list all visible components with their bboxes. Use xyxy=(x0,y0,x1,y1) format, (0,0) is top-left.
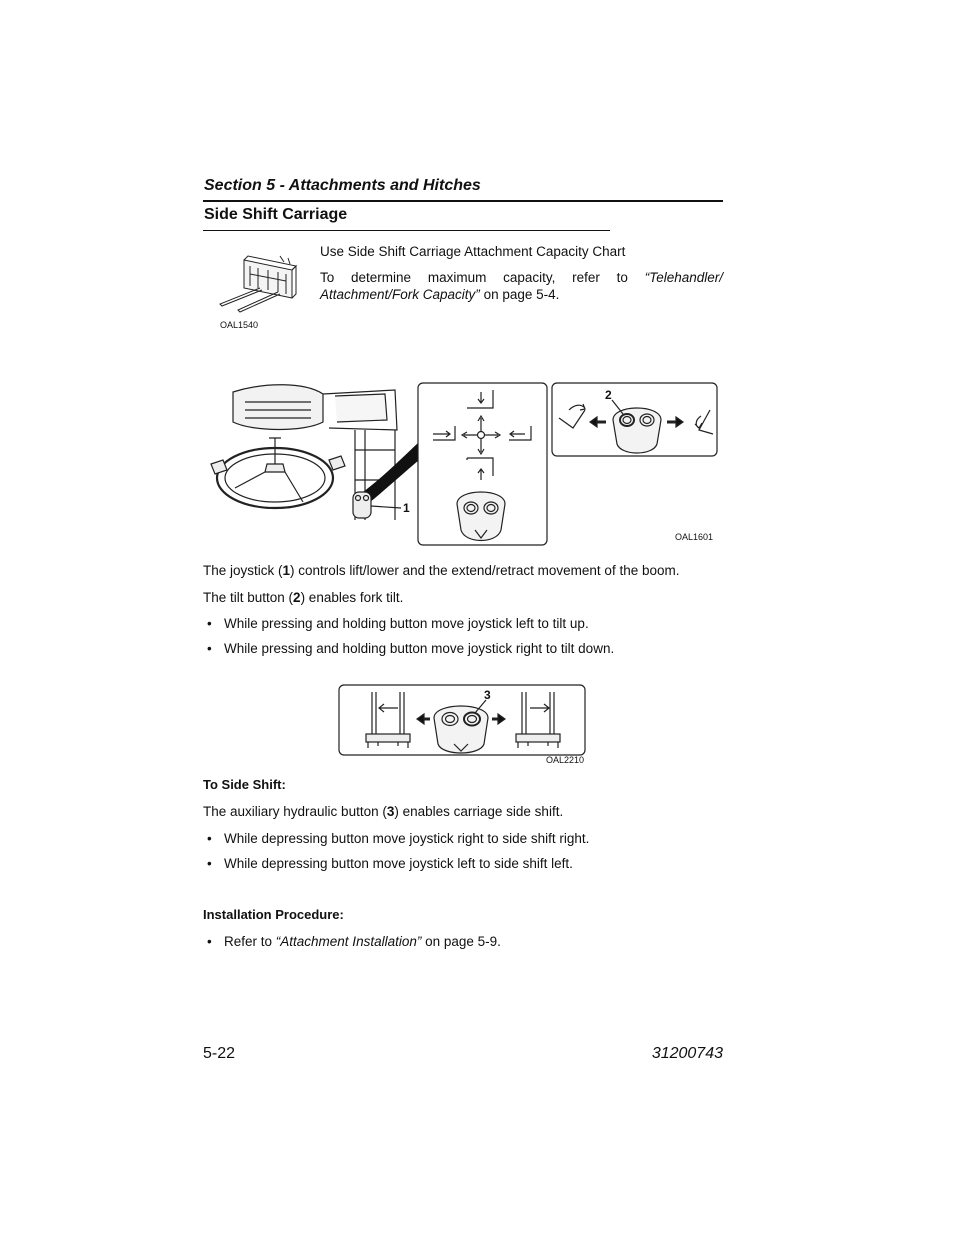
side-shift-heading: To Side Shift: xyxy=(203,777,286,792)
tilt-button-panel xyxy=(552,383,717,456)
installation-text-b: on page 5-9. xyxy=(421,934,501,949)
figure-id-carriage: OAL1540 xyxy=(220,320,259,330)
page-heading: Side Shift Carriage xyxy=(204,206,348,223)
tilt-description xyxy=(203,589,403,606)
tilt-bullet: • While pressing and holding button move joystick right to tilt down. xyxy=(207,641,615,656)
side-shift-text-b: ) enables carriage side shift. xyxy=(394,804,564,819)
side-shift-bullet: • While depressing button move joystick right to side shift right. xyxy=(207,831,590,846)
side-shift-bullet-text: While depressing button move joystick left to side shift left. xyxy=(224,856,573,871)
label-joystick: 1 xyxy=(403,501,410,515)
tilt-bullet: • While pressing and holding button move joystick left to tilt up. xyxy=(207,616,589,631)
tilt-ref: 2 xyxy=(293,590,301,605)
side-shift-bullet-text: While depressing button move joystick right to side shift right. xyxy=(224,831,590,846)
joystick-description xyxy=(203,562,679,579)
capacity-chart-link-cont[interactable]: Attachment/Fork Capacity” xyxy=(320,287,480,302)
header-rule xyxy=(203,200,723,202)
tilt-text-b: ) enables fork tilt. xyxy=(300,590,404,605)
section-title: Section 5 - Attachments and Hitches xyxy=(204,177,481,194)
label-tilt: 2 xyxy=(605,388,612,402)
intro-line-1: Use Side Shift Carriage Attachment Capacity Chart xyxy=(320,244,626,259)
joystick-text-b: ) controls lift/lower and the extend/retract movement of the boom. xyxy=(290,563,680,578)
intro-line-3-text: on page 5-4. xyxy=(479,287,560,302)
joystick-ref: 1 xyxy=(282,563,291,578)
installation-heading: Installation Procedure: xyxy=(203,907,344,922)
tilt-bullet-text: While pressing and holding button move joystick left to tilt up. xyxy=(224,616,589,631)
joystick-direction-panel xyxy=(418,383,547,545)
attachment-installation-link[interactable]: “Attachment Installation” xyxy=(275,934,422,949)
side-shift-carriage-figure xyxy=(214,248,304,318)
operator-controls-figure xyxy=(205,380,720,550)
figure-id-controls: OAL1601 xyxy=(675,532,714,542)
page-number: 5-22 xyxy=(203,1045,236,1062)
document-number: 31200743 xyxy=(651,1045,723,1062)
label-aux: 3 xyxy=(484,688,491,702)
installation-bullet: • Refer to “Attachment Installation” on page 5-9. xyxy=(207,934,501,949)
side-shift-description xyxy=(203,803,563,820)
side-shift-text-a: The auxiliary hydraulic button ( xyxy=(203,804,387,819)
side-shift-bullet: • While depressing button move joystick left to side shift left. xyxy=(207,856,573,871)
side-shift-figure xyxy=(338,684,588,760)
installation-text-a: Refer to xyxy=(224,934,276,949)
intro-line-3 xyxy=(320,286,559,303)
tilt-bullet-text: While pressing and holding button move joystick right to tilt down. xyxy=(224,641,615,656)
intro-line-2-text: To determine maximum capacity, refer to xyxy=(320,270,645,285)
tilt-text-a: The tilt button ( xyxy=(203,590,294,605)
joystick-text-a: The joystick ( xyxy=(203,563,283,578)
capacity-chart-link[interactable]: “Telehandler/ xyxy=(644,270,723,285)
aux-ref: 3 xyxy=(386,804,395,819)
heading-rule xyxy=(203,230,610,231)
figure-id-sideshift: OAL2210 xyxy=(546,755,585,765)
intro-line-2 xyxy=(320,269,723,286)
